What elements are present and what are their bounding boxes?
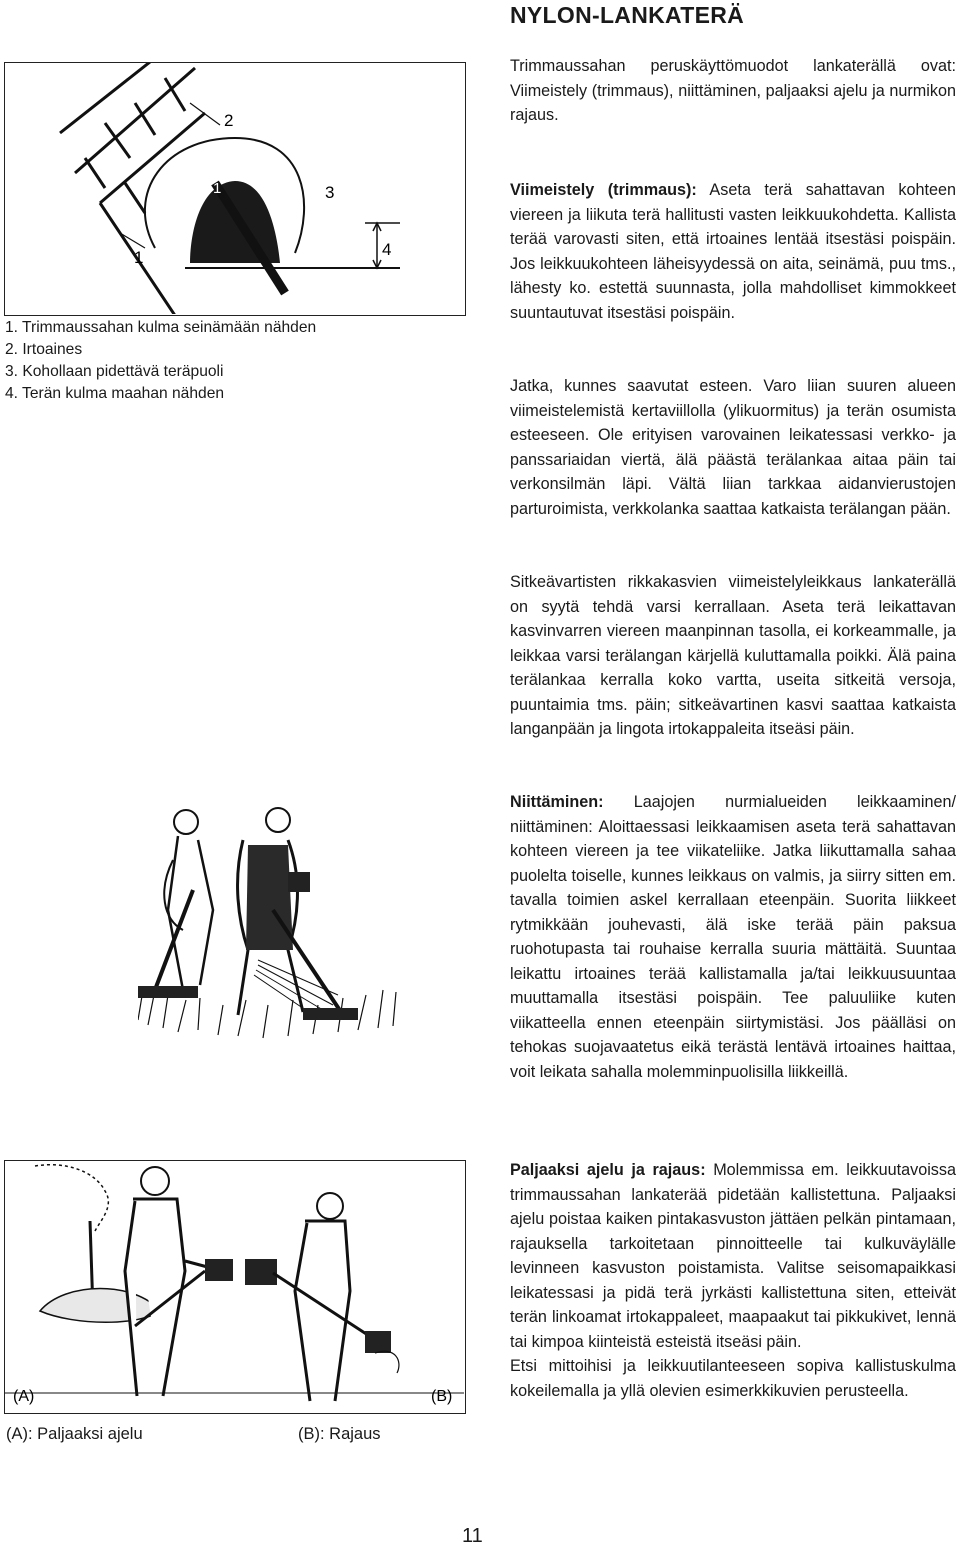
figure3-label-b: (B) <box>431 1388 453 1405</box>
scalping-heading: Paljaaksi ajelu ja rajaus: <box>510 1161 706 1179</box>
mowing-section <box>510 790 956 1084</box>
continue-paragraph: Jatka, kunnes saavutat esteen. Varo liian suuren alueen viimeistelemistä kertaviillolla (ylikuormitus) ja terän osumista esteeseen. Ole erityisen varovainen leikatessasi verkko- ja panssariaidan viertä, älä päästä terälankaa aitaa päin tai verkonsilmän läpi. Vältä liian tarkkaa aidanvierustojen parturoimista, verkkolanka saattaa katkaista terälangan pään. <box>510 377 956 518</box>
legend-item-4: 4. Terän kulma maahan nähden <box>5 385 225 402</box>
intro-paragraph <box>510 54 956 128</box>
continue-section <box>510 374 956 521</box>
trimming-text: Aseta terä sahattavan kohteen viereen ja liikuta terä hallitusti vasten leikkuukohdetta. Kallista terää varovasti siten, että irtoaines lentää itsestäsi poispäin. Jos leikkuukohteen läheisyydessä on aita, seinämä, puu tms., lähesty ko. estettä suunnasta, jolla mahdolliset kimmokkeet suuntautuvat itsestäsi poispäin. <box>510 181 957 322</box>
page-title: NYLON-LANKATERÄ <box>510 2 745 28</box>
trimming-heading: Viimeistely (trimmaus): <box>510 181 697 199</box>
figure-scalping-edging <box>4 1160 466 1414</box>
figure1-inner-number: 1 <box>213 180 222 197</box>
legend-item-3: 3. Kohollaan pidettävä teräpuoli <box>5 363 224 380</box>
page-number: 11 <box>462 1525 483 1547</box>
figure1-number-3: 3 <box>325 183 335 202</box>
tough-weeds-section <box>510 570 956 742</box>
trimming-section <box>510 178 956 325</box>
trimming-paragraph <box>510 178 956 325</box>
scalping-section <box>510 1158 956 1403</box>
figure1-number-4: 4 <box>382 240 392 259</box>
scalping-edging-illustration <box>5 1161 464 1412</box>
final-paragraph: Etsi mittoihisi ja leikkuutilanteeseen sopiva kallistuskulma kokeilemalla ja yllä olevien esimerkkikuvien perusteella. <box>510 1357 956 1400</box>
trimming-angle-illustration <box>5 63 464 314</box>
brick-wall-illustration <box>60 63 205 314</box>
caption-scalping: (A): Paljaaksi ajelu <box>6 1425 143 1443</box>
scalping-paragraph <box>510 1158 956 1354</box>
caption-edging: (B): Rajaus <box>298 1425 381 1443</box>
scalping-text: Molemmissa em. leikkuutavoissa trimmaussahan lankaterää pidetään kallistettuna. Paljaaksi ajelu poistaa kaiken pintakasvuston jättäen pelkän pintamaan, rajauksella tarkoitetaan pinnoitteelle tai kulkuväylälle levinneen kasvuston poistamista. Valitse seisomapaikkasi leikatessasi ja pidä terä jyrkästi kallistettuna siten, etteivät terän linkoamat irtokappaleet, maapaakut tai pikkukivet, lennä tai kimpoa kiinteistä esteistä itseäsi päin. <box>510 1161 956 1351</box>
mowing-heading: Niittäminen: <box>510 793 604 811</box>
intro-text: Trimmaussahan peruskäyttömuodot lankaterällä ovat: Viimeistely (trimmaus), niittäminen, paljaaksi ajelu ja nurmikon rajaus. <box>510 57 956 124</box>
mowing-text: Laajojen nurmialueiden leikkaaminen/ niittäminen: Aloittaessasi leikkaamisen aseta terä sahattavan kohteen viereen ja tee viikateliike. Jatka liikuttamalla sahaa puolelta toiselle, kunnes leikkaus on valmis, ja siirry sitten em. tavalla toimien askel kerrallaan eteenpäin. Suorita liikkeet rytmikkään jouhevasti, älä iske terää päin paksua ruohotupasta tai rouhaise kerralla suuria mättäitä. Suuntaa leikattu irtoaines terää kallistamalla ja/tai leikkuusuuntaa muuttamalla itsestäsi poispäin. Tee paluuliike kuten viikatteella ennen eteenpäin siirtymistäsi. Jos päälläsi on tehokas suojavaatetus eikä terästä lentävä irtoaines haittaa, voit leikata sahalla molemminpuolisilla liikkeillä. <box>510 793 956 1081</box>
figure3-label-a: (A) <box>13 1388 35 1405</box>
legend-item-2: 2. Irtoaines <box>5 341 83 358</box>
figure1-number-1: 1 <box>134 248 144 267</box>
legend-item-1: 1. Trimmaussahan kulma seinämään nähden <box>5 319 317 336</box>
figure-trimming-angles <box>4 62 466 402</box>
figure1-legend <box>5 317 316 405</box>
mowing-paragraph <box>510 790 956 1084</box>
mowing-illustration <box>138 800 398 1040</box>
tough-weeds-paragraph: Sitkeävartisten rikkakasvien viimeistelyleikkaus lankaterällä on syytä tehdä varsi kerrallaan. Aseta terä leikattavan kasvinvarren viereen maanpinnan tasolla, ei korkeammalle, ja leikkaa varsi terälangan kärjellä kuluttamalla poikki. Älä paina terälankaa kerralla koko vartta, useita sitkeitä versoja, puuntaimia tms. päin; sitkeävartinen kasvi saattaa katkaista langanpään ja lingota irtokappaleita itseäsi päin. <box>510 573 956 738</box>
figure-mowing <box>138 800 398 1040</box>
figure1-number-2: 2 <box>224 111 234 130</box>
